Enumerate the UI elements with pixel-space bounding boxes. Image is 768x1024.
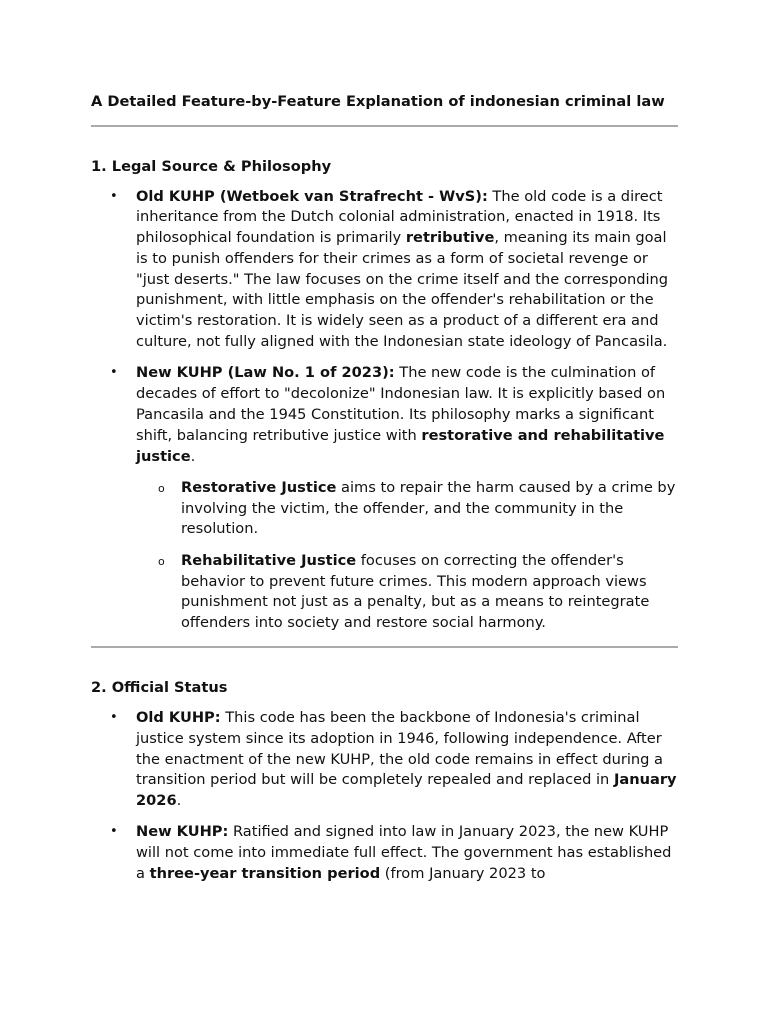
sub-item-rehabilitative-justice — [136, 551, 678, 634]
item-label: New KUHP (Law No. 1 of 2023): — [136, 364, 395, 382]
item-label: New KUHP: — [136, 823, 229, 841]
item-label: Old KUHP: — [136, 708, 221, 726]
section-heading: 1. Legal Source & Philosophy — [91, 157, 332, 175]
sub-item-label: Restorative Justice — [181, 478, 337, 496]
section-official-status — [91, 677, 678, 885]
item-emphasis: restorative and rehabilitative justice — [136, 426, 665, 465]
item-text: . — [190, 447, 196, 465]
sub-bullet-list — [136, 478, 678, 634]
item-text: This code has been the backbone of Indonesia's criminal justice system since its adoption in 1946, following independence. After the enactment of the new KUHP, the old code remains in effect during a transition period but will be completely repealed and replaced in — [136, 708, 663, 789]
horizontal-divider — [91, 125, 678, 127]
list-item-new-kuhp — [91, 822, 678, 884]
sub-item-label: Rehabilitative Justice — [181, 551, 357, 569]
sub-item-text: aims to repair the harm caused by a crime by involving the victim, the offender, and the community in the resolution. — [181, 478, 676, 538]
list-item-old-kuhp — [91, 708, 678, 812]
item-text: . — [176, 792, 182, 810]
item-text: Ratified and signed into law in January 2023, the new KUHP will not come into immediate full effect. The government has established a — [136, 823, 672, 883]
bullet-list — [91, 708, 678, 885]
item-emphasis: three-year transition period — [149, 865, 381, 883]
sub-item-text: focuses on correcting the offender's behavior to prevent future crimes. This modern approach views punishment not just as a penalty, but as a means to reintegrate offenders into society and restore social harmony. — [181, 551, 650, 632]
item-text: The old code is a direct inheritance from the Dutch colonial administration, enacted in 1918. Its philosophical foundation is primarily — [136, 187, 663, 247]
list-item-new-kuhp — [91, 363, 678, 634]
item-text: The new code is the culmination of decades of effort to "decolonize" Indonesian law. It is explicitly based on Pancasila and the 1945 Constitution. Its philosophy marks a significant shift, balancing retributive justice with — [136, 364, 666, 444]
section-heading: 2. Official Status — [91, 678, 228, 696]
document-title: A Detailed Feature-by-Feature Explanation of indonesian criminal law — [91, 93, 665, 110]
item-emphasis: retributive — [405, 229, 495, 247]
section-legal-source-philosophy — [91, 156, 678, 634]
sub-item-restorative-justice — [136, 478, 678, 540]
document-content — [91, 91, 678, 885]
item-text: (from January 2023 to — [380, 865, 546, 883]
horizontal-divider — [91, 646, 678, 648]
list-item-old-kuhp — [91, 187, 678, 353]
bullet-list — [91, 187, 678, 634]
item-emphasis: January 2026 — [136, 771, 677, 810]
item-label: Old KUHP (Wetboek van Strafrecht - WvS): — [136, 187, 488, 205]
item-text: , meaning its main goal is to punish offenders for their crimes as a form of societal revenge or "just deserts." The law focuses on the crime itself and the corresponding punishment, with little emphasis on the offender's rehabilitation or the victim's restoration. It is widely seen as a product of a different era and culture, not fully aligned with the Indonesian state ideology of Pancasila. — [136, 229, 669, 351]
